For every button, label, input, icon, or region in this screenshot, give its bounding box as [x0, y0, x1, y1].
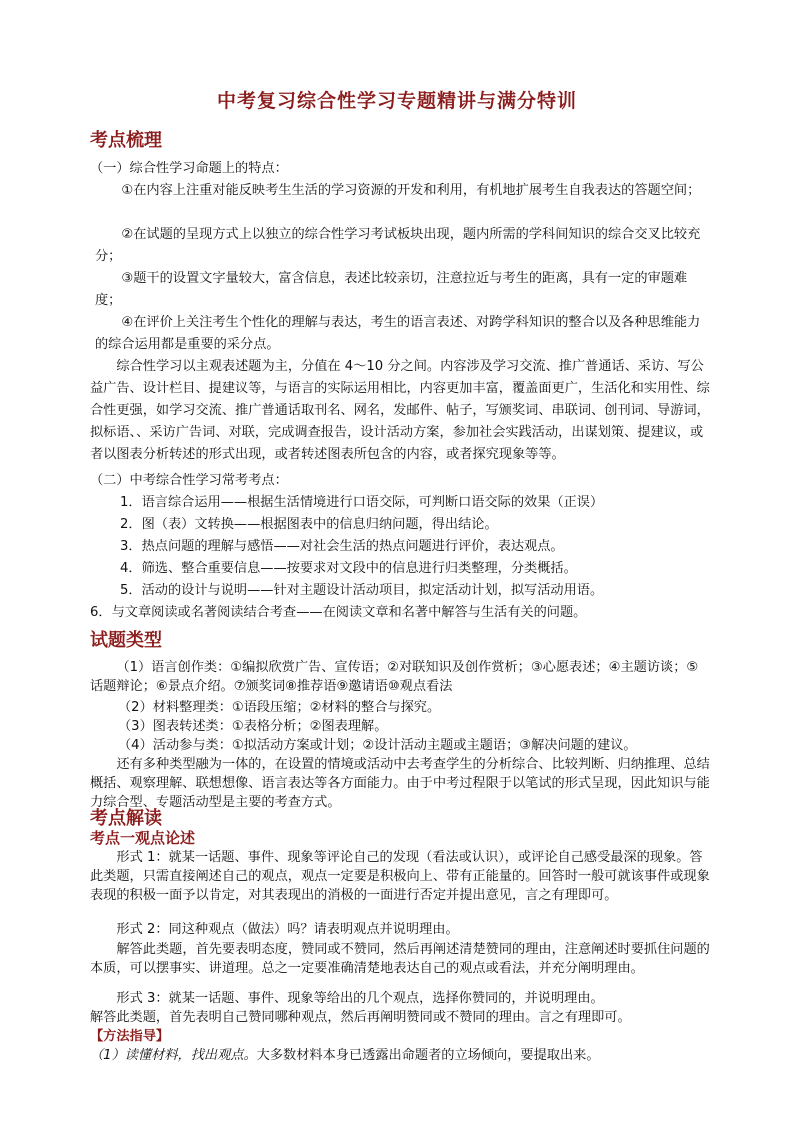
list-item: （3）图表转述类：①表格分析；②图表理解。 [118, 719, 388, 734]
list-item: ③题干的设置文字量较大，富含信息，表述比较亲切，注意拉近与考生的距离，具有一定的审题难度； [95, 271, 688, 308]
section-heading-kaodian-jiedu: 考点解读 [90, 808, 162, 829]
list-item: 1．语言综合运用——根据生活情境进行口语交际，可判断口语交际的效果（正误） [120, 495, 604, 510]
sub-heading-guandian-lunshu: 考点一观点论述 [90, 829, 196, 847]
part1-heading: （一）综合性学习命题上的特点： [90, 161, 288, 176]
paragraph: 还有多种类型融为一体的，在设置的情境或活动中去考查学生的分析综合、比较判断、归纳推理、总结概括、观察理解、联想想像、语言表达等各方面能力。由于中考过程限于以笔试的形式呈现，因此知识与能力综合型、专题活动型是主要的考查方式。 [90, 757, 710, 810]
list-item: （1）语言创作类：①编拟欣赏广告、宣传语；②对联知识及创作赏析；③心愿表述；④主题访谈；⑤话题辩论；⑥景点介绍。⑦颁奖词⑧推荐语⑨邀请语⑩观点看法 [90, 660, 699, 694]
list-item: 4．筛选、整合重要信息——按要求对文段中的信息进行归类整理，分类概括。 [120, 561, 577, 576]
paragraph: 综合性学习以主观表述题为主，分值在 4～10 分之间。内容涉及学习交流、推广普通话、采访、写公益广告、设计栏目、提建议等，与语言的实际运用相比，内容更加丰富，覆盖面更广，生活化和实用性、综合性更强，如学习交流、推广普通话取刊名、网名，发邮件、帖子，写颁奖词、串联词、创刊词、导游词，拟标语、、采访广告词、对联，完成调查报告，设计活动方案，参加社会实践活动，出谋划策、提建议，或者以图表分析转述的形式出现，或者转述图表所包含的内容，或者探究现象等等。 [90, 359, 710, 462]
list-item: ④在评价上关注考生个性化的理解与表达，考生的语言表述、对跨学科知识的整合以及各种思维能力的综合运用都是重要的采分点。 [95, 315, 701, 352]
paragraph: 形式 2：同这种观点（做法）吗？请表明观点并说明理由。 [116, 922, 459, 937]
list-item: ①在内容上注重对能反映考生生活的学习资源的开发和利用，有机地扩展考生自我表达的答题空间； [121, 183, 701, 198]
method-1-lead: （1）读懂材料，找出观点。 [90, 1048, 257, 1063]
paragraph: 形式 3：就某一话题、事件、现象等给出的几个观点，选择你赞同的，并说明理由。 [116, 991, 604, 1006]
paragraph [90, 1046, 711, 1065]
method-1-text: 大多数材料本身已透露出命题者的立场倾向，要提取出来。 [256, 1048, 600, 1063]
list-item: （2）材料整理类：①语段压缩；②材料的整合与探究。 [118, 700, 441, 715]
list-item: 6．与文章阅读或名著阅读结合考查——在阅读文章和名著中解答与生活有关的问题。 [90, 605, 587, 620]
list-item: ②在试题的呈现方式上以独立的综合性学习考试板块出现，题内所需的学科间知识的综合交叉比较充分； [95, 227, 701, 264]
list-item: （4）活动参与类：①拟活动方案或计划；②设计活动主题或主题语；③解决问题的建议。 [118, 738, 637, 753]
page-title: 中考复习综合性学习专题精讲与满分特训 [216, 90, 577, 112]
part2-heading: （二）中考综合性学习常考考点： [90, 473, 288, 488]
list-item: 5．活动的设计与说明——针对主题设计活动项目，拟定活动计划，拟写活动用语。 [120, 583, 604, 598]
list-item: 3．热点问题的理解与感悟——对社会生活的热点问题进行评价，表达观点。 [120, 539, 564, 554]
list-item: 2．图（表）文转换——根据图表中的信息归纳问题，得出结论。 [120, 517, 498, 532]
paragraph: 解答此类题，首先表明自己赞同哪种观点，然后再阐明赞同或不赞同的理由。言之有理即可。 [90, 1010, 631, 1025]
section-heading-shiti-leixing: 试题类型 [90, 630, 162, 651]
paragraph: 形式 1：就某一话题、事件、现象等评论自己的发现（看法或认识），或评论自己感受最深的现象。答此类题，只需直接阐述自己的观点，观点一定要是积极向上、带有正能量的。回答时一般可就该事件或现象表现的积极一面予以肯定，对其表现出的消极的一面进行否定并提出意见，言之有理即可。 [90, 850, 710, 903]
paragraph: 解答此类题，首先要表明态度，赞同或不赞同，然后再阐述清楚赞同的理由，注意阐述时要抓住问题的本质，可以摆事实、讲道理。总之一定要准确清楚地表达自己的观点或看法，并充分阐明理由。 [90, 942, 710, 976]
method-label: 【方法指导】 [90, 1029, 170, 1044]
section-heading-kaodian-shuli: 考点梳理 [90, 130, 162, 151]
